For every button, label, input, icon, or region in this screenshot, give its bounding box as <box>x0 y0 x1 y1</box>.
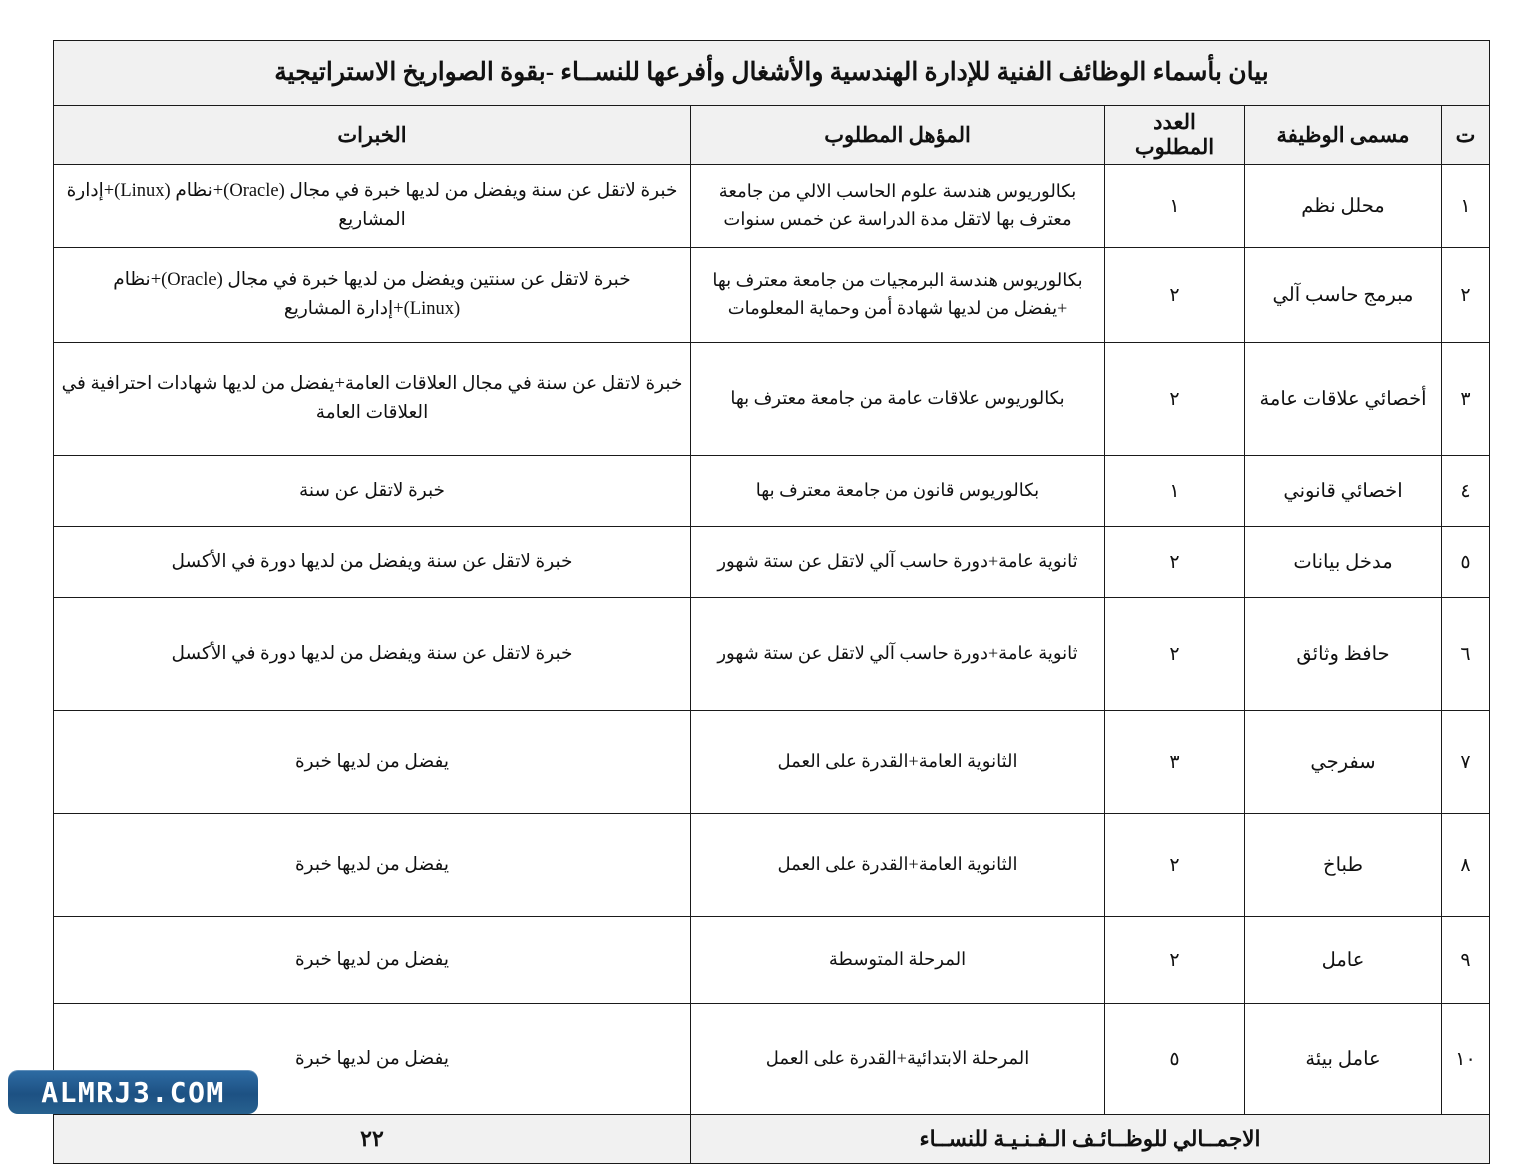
row-experience: يفضل من لديها خبرة <box>54 917 691 1004</box>
row-experience: خبرة لاتقل عن سنتين ويفضل من لديها خبرة في مجال (Oracle)+نظام (Linux)+إدارة المشاريع <box>54 248 691 343</box>
table-row <box>54 165 1490 248</box>
row-count: ٢ <box>1105 248 1245 343</box>
row-qualification: بكالوريوس قانون من جامعة معترف بها <box>691 456 1105 527</box>
row-qualification: بكالوريوس هندسة البرمجيات من جامعة معترف بها +يفضل من لديها شهادة أمن وحماية المعلومات <box>691 248 1105 343</box>
row-count: ١ <box>1105 456 1245 527</box>
table-row <box>54 343 1490 456</box>
row-job-title: سفرجي <box>1245 711 1442 814</box>
column-header-experience: الخبرات <box>54 106 691 165</box>
row-experience: خبرة لاتقل عن سنة في مجال العلاقات العامة+يفضل من لديها شهادات احترافية في العلاقات العامة <box>54 343 691 456</box>
row-job-title: مدخل بيانات <box>1245 527 1442 598</box>
column-header-count: العدد المطلوب <box>1105 106 1245 165</box>
row-experience: خبرة لاتقل عن سنة <box>54 456 691 527</box>
row-index: ٦ <box>1442 598 1490 711</box>
row-index: ٤ <box>1442 456 1490 527</box>
table-row <box>54 917 1490 1004</box>
row-index: ٢ <box>1442 248 1490 343</box>
row-index: ١٠ <box>1442 1004 1490 1115</box>
row-experience: خبرة لاتقل عن سنة ويفضل من لديها دورة في الأكسل <box>54 598 691 711</box>
row-count: ٢ <box>1105 917 1245 1004</box>
table-foot <box>54 1115 1490 1164</box>
row-job-title: أخصائي علاقات عامة <box>1245 343 1442 456</box>
row-job-title: مبرمج حاسب آلي <box>1245 248 1442 343</box>
row-qualification: المرحلة المتوسطة <box>691 917 1105 1004</box>
column-header-job-title: مسمى الوظيفة <box>1245 106 1442 165</box>
row-count: ٢ <box>1105 814 1245 917</box>
row-qualification: الثانوية العامة+القدرة على العمل <box>691 814 1105 917</box>
row-index: ٩ <box>1442 917 1490 1004</box>
column-header-qualification: المؤهل المطلوب <box>691 106 1105 165</box>
total-value: ٢٢ <box>54 1115 691 1164</box>
technical-jobs-table <box>53 40 1490 1164</box>
table-row <box>54 1004 1490 1115</box>
total-row <box>54 1115 1490 1164</box>
column-header-row <box>54 106 1490 165</box>
watermark-text: ALMRJ3.COM <box>41 1075 225 1109</box>
row-count: ٢ <box>1105 598 1245 711</box>
row-qualification: ثانوية عامة+دورة حاسب آلي لاتقل عن ستة شهور <box>691 527 1105 598</box>
row-count: ٢ <box>1105 343 1245 456</box>
table-head <box>54 41 1490 165</box>
row-job-title: طباخ <box>1245 814 1442 917</box>
site-watermark-badge <box>8 1070 258 1114</box>
table-row <box>54 814 1490 917</box>
jobs-table-container <box>54 40 1490 1164</box>
row-count: ١ <box>1105 165 1245 248</box>
row-job-title: حافظ وثائق <box>1245 598 1442 711</box>
row-index: ١ <box>1442 165 1490 248</box>
row-qualification: المرحلة الابتدائية+القدرة على العمل <box>691 1004 1105 1115</box>
row-job-title: اخصائي قانوني <box>1245 456 1442 527</box>
table-row <box>54 527 1490 598</box>
row-job-title: عامل <box>1245 917 1442 1004</box>
row-count: ٢ <box>1105 527 1245 598</box>
row-experience: يفضل من لديها خبرة <box>54 814 691 917</box>
row-index: ٧ <box>1442 711 1490 814</box>
table-row <box>54 248 1490 343</box>
table-row <box>54 598 1490 711</box>
row-count: ٣ <box>1105 711 1245 814</box>
column-header-index: ت <box>1442 106 1490 165</box>
row-index: ٣ <box>1442 343 1490 456</box>
row-qualification: بكالوريوس هندسة علوم الحاسب الالي من جامعة معترف بها لاتقل مدة الدراسة عن خمس سنوات <box>691 165 1105 248</box>
row-index: ٨ <box>1442 814 1490 917</box>
row-experience: خبرة لاتقل عن سنة ويفضل من لديها دورة في الأكسل <box>54 527 691 598</box>
document-title-row <box>54 41 1490 106</box>
row-job-title: عامل بيئة <box>1245 1004 1442 1115</box>
row-experience: خبرة لاتقل عن سنة ويفضل من لديها خبرة في مجال (Oracle)+نظام (Linux)+إدارة المشاريع <box>54 165 691 248</box>
row-count: ٥ <box>1105 1004 1245 1115</box>
row-index: ٥ <box>1442 527 1490 598</box>
row-experience: يفضل من لديها خبرة <box>54 1004 691 1115</box>
table-row <box>54 456 1490 527</box>
row-qualification: بكالوريوس علاقات عامة من جامعة معترف بها <box>691 343 1105 456</box>
row-job-title: محلل نظم <box>1245 165 1442 248</box>
table-body <box>54 165 1490 1115</box>
row-qualification: الثانوية العامة+القدرة على العمل <box>691 711 1105 814</box>
row-experience: يفضل من لديها خبرة <box>54 711 691 814</box>
total-label: الاجمــالي للوظــائـف الـفـنـيـة للنســاء <box>691 1115 1490 1164</box>
row-qualification: ثانوية عامة+دورة حاسب آلي لاتقل عن ستة شهور <box>691 598 1105 711</box>
page-title: بيان بأسماء الوظائف الفنية للإدارة الهندسية والأشغال وأفرعها للنســاء -بقوة الصواريخ الاستراتيجية <box>54 41 1490 106</box>
table-row <box>54 711 1490 814</box>
